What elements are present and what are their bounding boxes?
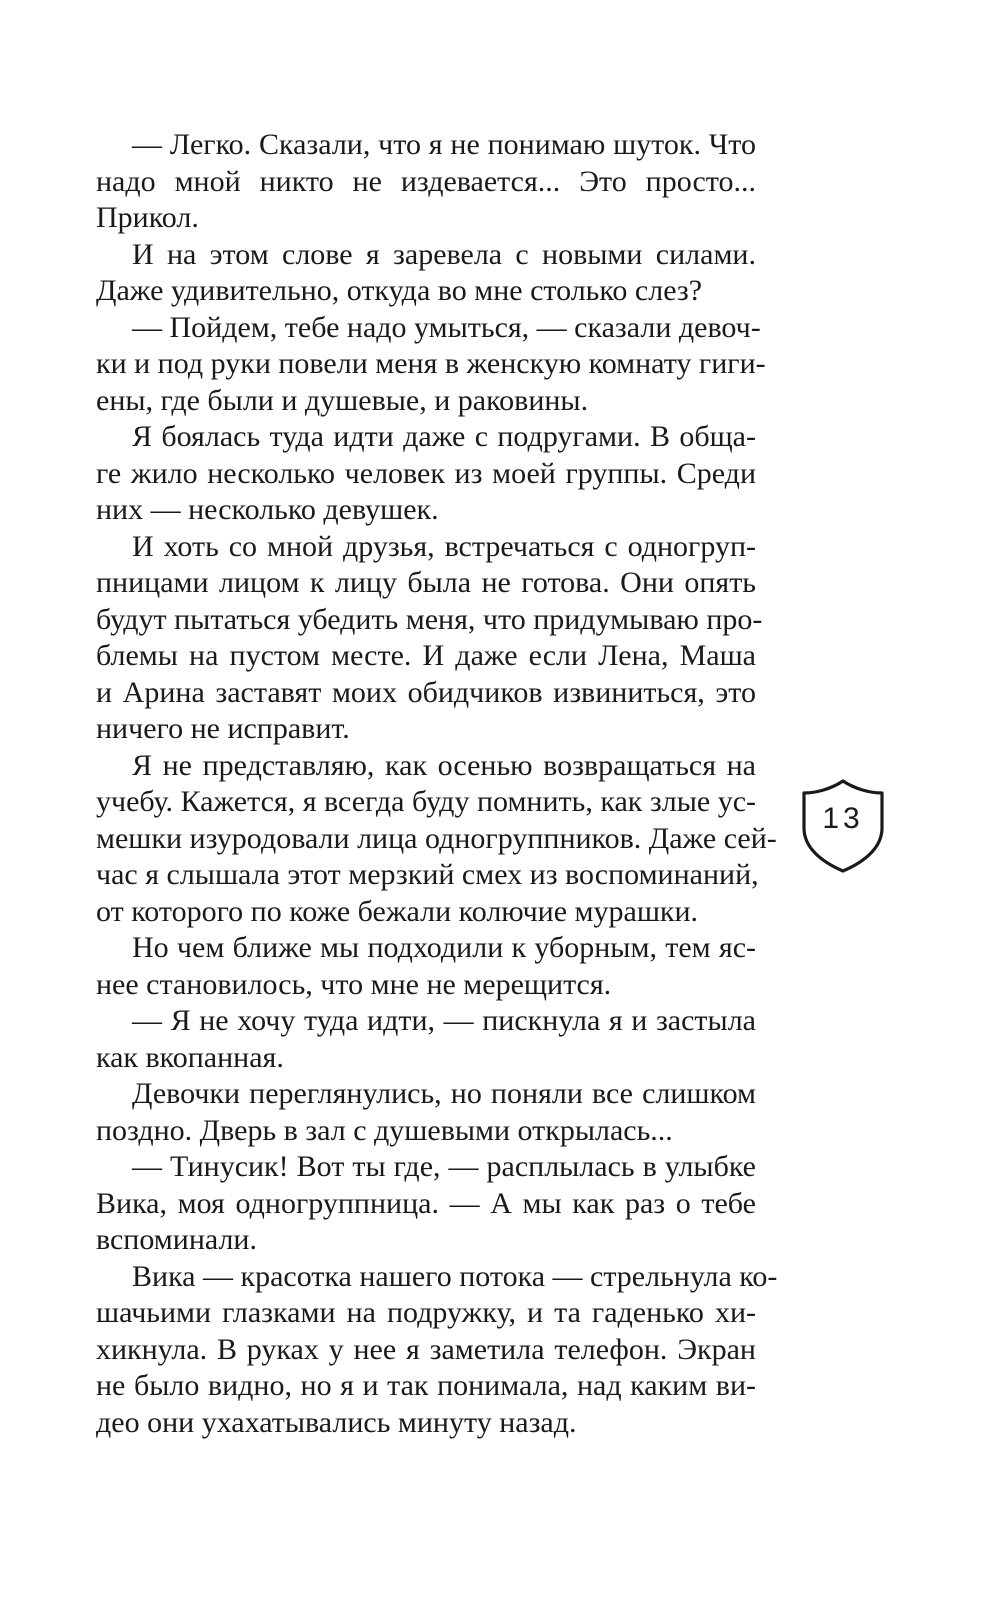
text-line: Я боялась туда идти даже с подругами. В обща- [132, 420, 756, 453]
text-line: Девочки переглянулись, но поняли все слишком [132, 1077, 756, 1110]
text-line: них — несколько девушек. [96, 493, 439, 526]
text-line: блемы на пустом месте. И даже если Лена, Маша [96, 639, 756, 672]
text-line: хикнула. В руках у нее я заметила телефон. Экран [96, 1332, 756, 1366]
text-line: И хоть со мной друзья, встречаться с одногруп- [132, 529, 756, 563]
text-line: ены, где были и душевые, и раковины. [96, 383, 589, 417]
text-line: шачьими глазками на подружку, и та гаденько хи- [96, 1296, 756, 1329]
text-line: ге жило несколько человек из моей группы. Среди [96, 456, 756, 490]
text-line: — Пойдем, тебе надо умыться, — сказали девоч- [132, 310, 761, 344]
text-line: Вика, моя одногруппница. — А мы как раз о тебе [96, 1186, 756, 1220]
text-line: час я слышала этот мерзкий смех из воспоминаний, [96, 858, 759, 891]
page-number: 13 [822, 802, 864, 835]
page-number-badge [800, 778, 886, 874]
text-line: мешки изуродовали лица одногруппников. Даже сей- [96, 821, 777, 855]
text-line: Вика — красотка нашего потока — стрельнула ко- [132, 1259, 778, 1293]
body-text [96, 127, 778, 1441]
text-line: не было видно, но я и так понимала, над каким ви- [96, 1369, 756, 1402]
text-line: — Легко. Сказали, что я не понимаю шуток. Что [132, 128, 756, 161]
text-line: Даже удивительно, откуда во мне столько слез? [96, 274, 703, 307]
text-line: Прикол. [96, 201, 199, 234]
text-line: учебу. Кажется, я всегда буду помнить, как злые ус- [96, 785, 756, 818]
text-line: и Арина заставят моих обидчиков извиниться, это [96, 675, 756, 709]
text-line: део они ухахатывались минуту назад. [96, 1405, 577, 1439]
text-line: — Тинусик! Вот ты где, — расплылась в улыбке [132, 1150, 756, 1183]
text-line: вспоминали. [96, 1223, 257, 1256]
text-line: как вкопанная. [96, 1040, 284, 1074]
text-line: поздно. Дверь в зал с душевыми открылась... [96, 1113, 673, 1147]
text-line: — Я не хочу туда идти, — пискнула я и застыла [132, 1004, 756, 1037]
text-line: ничего не исправит. [96, 712, 350, 745]
text-line: ки и под руки повели меня в женскую комнату гиги- [96, 347, 766, 380]
text-line: от которого по коже бежали колючие мурашки. [96, 894, 699, 928]
text-line: будут пытаться убедить меня, что придумываю про- [96, 602, 763, 636]
text-line: пницами лицом к лицу была не готова. Они опять [96, 566, 756, 599]
text-line: надо мной никто не издевается... Это просто... [96, 164, 756, 198]
text-line: Я не представляю, как осенью возвращаться на [132, 748, 756, 782]
text-line: И на этом слове я заревела с новыми силами. [132, 237, 756, 271]
text-line: нее становилось, что мне не мерещится. [96, 967, 612, 1001]
text-line: Но чем ближе мы подходили к уборным, тем яс- [132, 931, 756, 964]
